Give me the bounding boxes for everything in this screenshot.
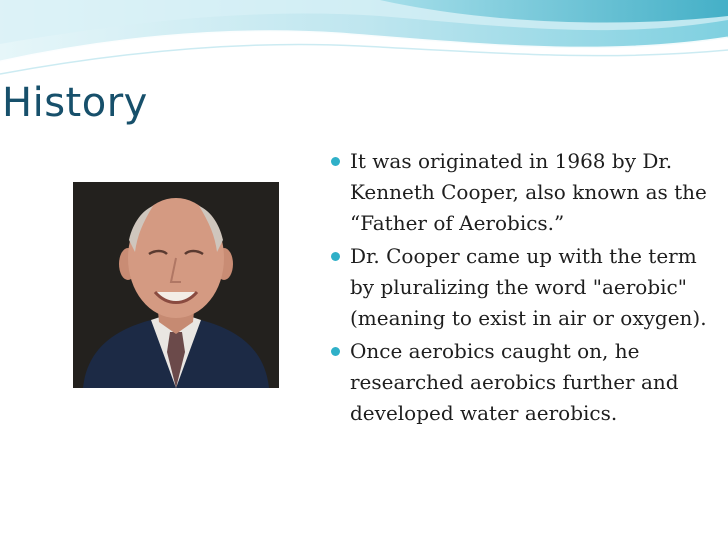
bullet-text: It was originated in 1968 by Dr. Kenneth Cooper, also known as the “Father of Aerobics.” [350, 149, 707, 235]
bullet-icon [331, 157, 340, 166]
bullet-list [330, 146, 722, 431]
bullet-text: Once aerobics caught on, he researched aerobics further and developed water aerobics. [350, 339, 679, 425]
portrait-photo [73, 182, 279, 388]
bullet-item [330, 241, 722, 334]
bullet-item [330, 336, 722, 429]
bullet-icon [331, 252, 340, 261]
bullet-item [330, 146, 722, 239]
bullet-text: Dr. Cooper came up with the term by pluralizing the word "aerobic" (meaning to exist in air or oxygen). [350, 244, 707, 330]
bullet-icon [331, 347, 340, 356]
slide-title: History [2, 80, 148, 126]
